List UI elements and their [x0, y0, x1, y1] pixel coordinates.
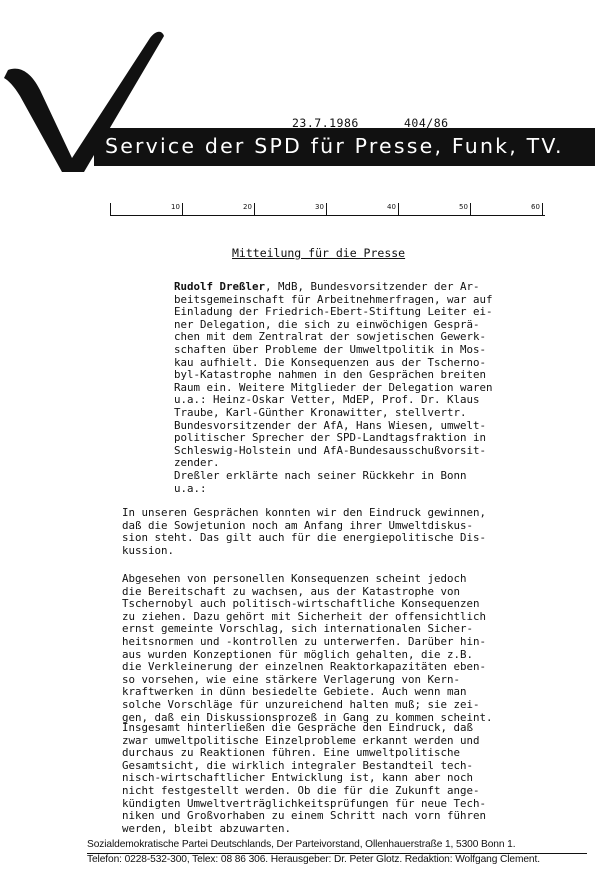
intro-paragraph — [174, 281, 493, 495]
body-line: die Verkleinerung der einzelnen Reaktorkapazitäten eben- — [122, 660, 487, 674]
document-title: Mitteilung für die Presse — [232, 246, 406, 260]
body-paragraph-1 — [122, 507, 486, 557]
body-line: sion steht. Das gilt auch für die energiepolitische Dis- — [122, 531, 487, 545]
footer-contact: Telefon: 0228-532-300, Telex: 08 86 306. Herausgeber: Dr. Peter Glotz. Redaktion: Wolfgang Clement. — [87, 853, 587, 867]
intro-line: Schleswig-Holstein und AfA-Bundesausschußvorsit- — [174, 443, 487, 457]
release-date: 23.7.1986 — [292, 116, 359, 130]
body-line: kraftwerken in dünn besiedelte Gebiete. Auch wenn man — [122, 685, 467, 699]
letterhead-footer — [87, 839, 587, 866]
ruler-label: 30 — [315, 203, 324, 211]
body-line: In unseren Gesprächen konnten wir den Eindruck gewinnen, — [122, 506, 487, 519]
release-number: 404/86 — [404, 116, 449, 130]
intro-line: chen mit dem Zentralrat der sowjetischen Gewerk- — [174, 330, 487, 344]
body-line: werden, bleibt abzuwarten. — [122, 821, 292, 835]
intro-line: Raum ein. Weitere Mitglieder der Delegation waren — [174, 380, 493, 394]
body-line: Gesamtsicht, die wirklich integraler Bestandteil tech- — [122, 758, 474, 772]
ruler-label: 60 — [531, 203, 540, 211]
body-line: so vorsehen, wie eine stärkere Verlagerung von Kern- — [122, 672, 461, 686]
footer-address: Sozialdemokratische Partei Deutschlands, Der Parteivorstand, Ollenhauerstraße 1, 5300 Bonn 1. — [87, 839, 516, 850]
body-line: kussion. — [122, 543, 175, 557]
body-line: zu ziehen. Dazu gehört mit Sicherheit der offensichtlich — [122, 609, 487, 623]
body-line: nicht festgestellt werden. Ob die für die Zukunft ange- — [122, 783, 480, 797]
intro-line: politischer Sprecher der SPD-Landtagsfraktion in — [174, 431, 487, 445]
body-line: Insgesamt hinterließen die Gespräche den Eindruck, daß — [122, 721, 474, 734]
intro-line: Traube, Karl-Günther Kronawitter, stellvertr. — [174, 405, 467, 419]
intro-line: Dreßler erklärte nach seiner Rückkehr in Bonn — [174, 468, 467, 482]
intro-line: kau aufhielt. Die Konsequenzen aus der Tscherno- — [174, 355, 487, 369]
body-line: niken und Großvorhaben zu einem Schritt nach vorn führen — [122, 809, 487, 823]
intro-line: u.a.: — [174, 481, 207, 495]
body-line: durchaus zu Reaktionen führen. Eine umweltpolitische — [122, 746, 461, 760]
ruler-label: 40 — [387, 203, 396, 211]
ruler-label: 50 — [459, 203, 468, 211]
body-line: nisch-wirtschaftlicher Entwicklung ist, kann aber noch — [122, 771, 474, 785]
ruler-label: 20 — [243, 203, 252, 211]
body-line: Tschernobyl auch politisch-wirtschaftliche Konsequenzen — [122, 597, 480, 611]
intro-line: Bundesvorsitzender der AfA, Hans Wiesen, umwelt- — [174, 418, 487, 432]
body-line: solche Vorschläge für unzureichend halten muß; sie zei- — [122, 697, 480, 711]
intro-line: , MdB, Bundesvorsitzender der Ar- — [265, 280, 480, 293]
intro-name: Rudolf Dreßler — [174, 280, 266, 293]
intro-line: beitsgemeinschaft für Arbeitnehmerfragen, war auf — [174, 292, 493, 306]
intro-line: u.a.: Heinz-Oskar Vetter, MdEP, Prof. Dr. Klaus — [174, 393, 480, 407]
body-paragraph-2 — [122, 573, 493, 724]
body-line: kündigten Umweltverträglichkeitsprüfungen für neue Tech- — [122, 796, 487, 810]
body-line: aus wurden Konzeptionen für möglich gehalten, die z.B. — [122, 647, 474, 661]
body-line: Abgesehen von personellen Konsequenzen scheint jedoch — [122, 572, 467, 585]
ruler-label: 10 — [171, 203, 180, 211]
intro-line: byl-Katastrophe nahmen in den Gesprächen breiten — [174, 368, 487, 382]
service-title: Service der SPD für Presse, Funk, TV. — [105, 134, 564, 158]
body-line: die Bereitschaft zu wachsen, aus der Katastrophe von — [122, 584, 461, 598]
body-line: heitsnormen und -kontrollen zu unterwerfen. Darüber hin- — [122, 634, 487, 648]
body-paragraph-3 — [122, 722, 486, 835]
body-line: ernst gemeinte Vorschlag, sich internationalen Sicher- — [122, 622, 474, 636]
intro-line: ner Delegation, die sich zu einwöchigen Gesprä- — [174, 317, 480, 331]
body-line: daß die Sowjetunion noch am Anfang ihrer Umweltdiskus- — [122, 518, 474, 532]
intro-line: Einladung der Friedrich-Ebert-Stiftung Leiter ei- — [174, 305, 493, 319]
body-line: zwar umweltpolitische Einzelprobleme erkannt werden und — [122, 733, 480, 747]
intro-line: zender. — [174, 456, 220, 470]
body-line: gen, daß ein Diskussionsprozeß in Gang zu kommen scheint. — [122, 710, 493, 724]
intro-line: schaften über Probleme der Umweltpolitik in Mos- — [174, 342, 487, 356]
typewriter-ruler — [110, 203, 545, 216]
